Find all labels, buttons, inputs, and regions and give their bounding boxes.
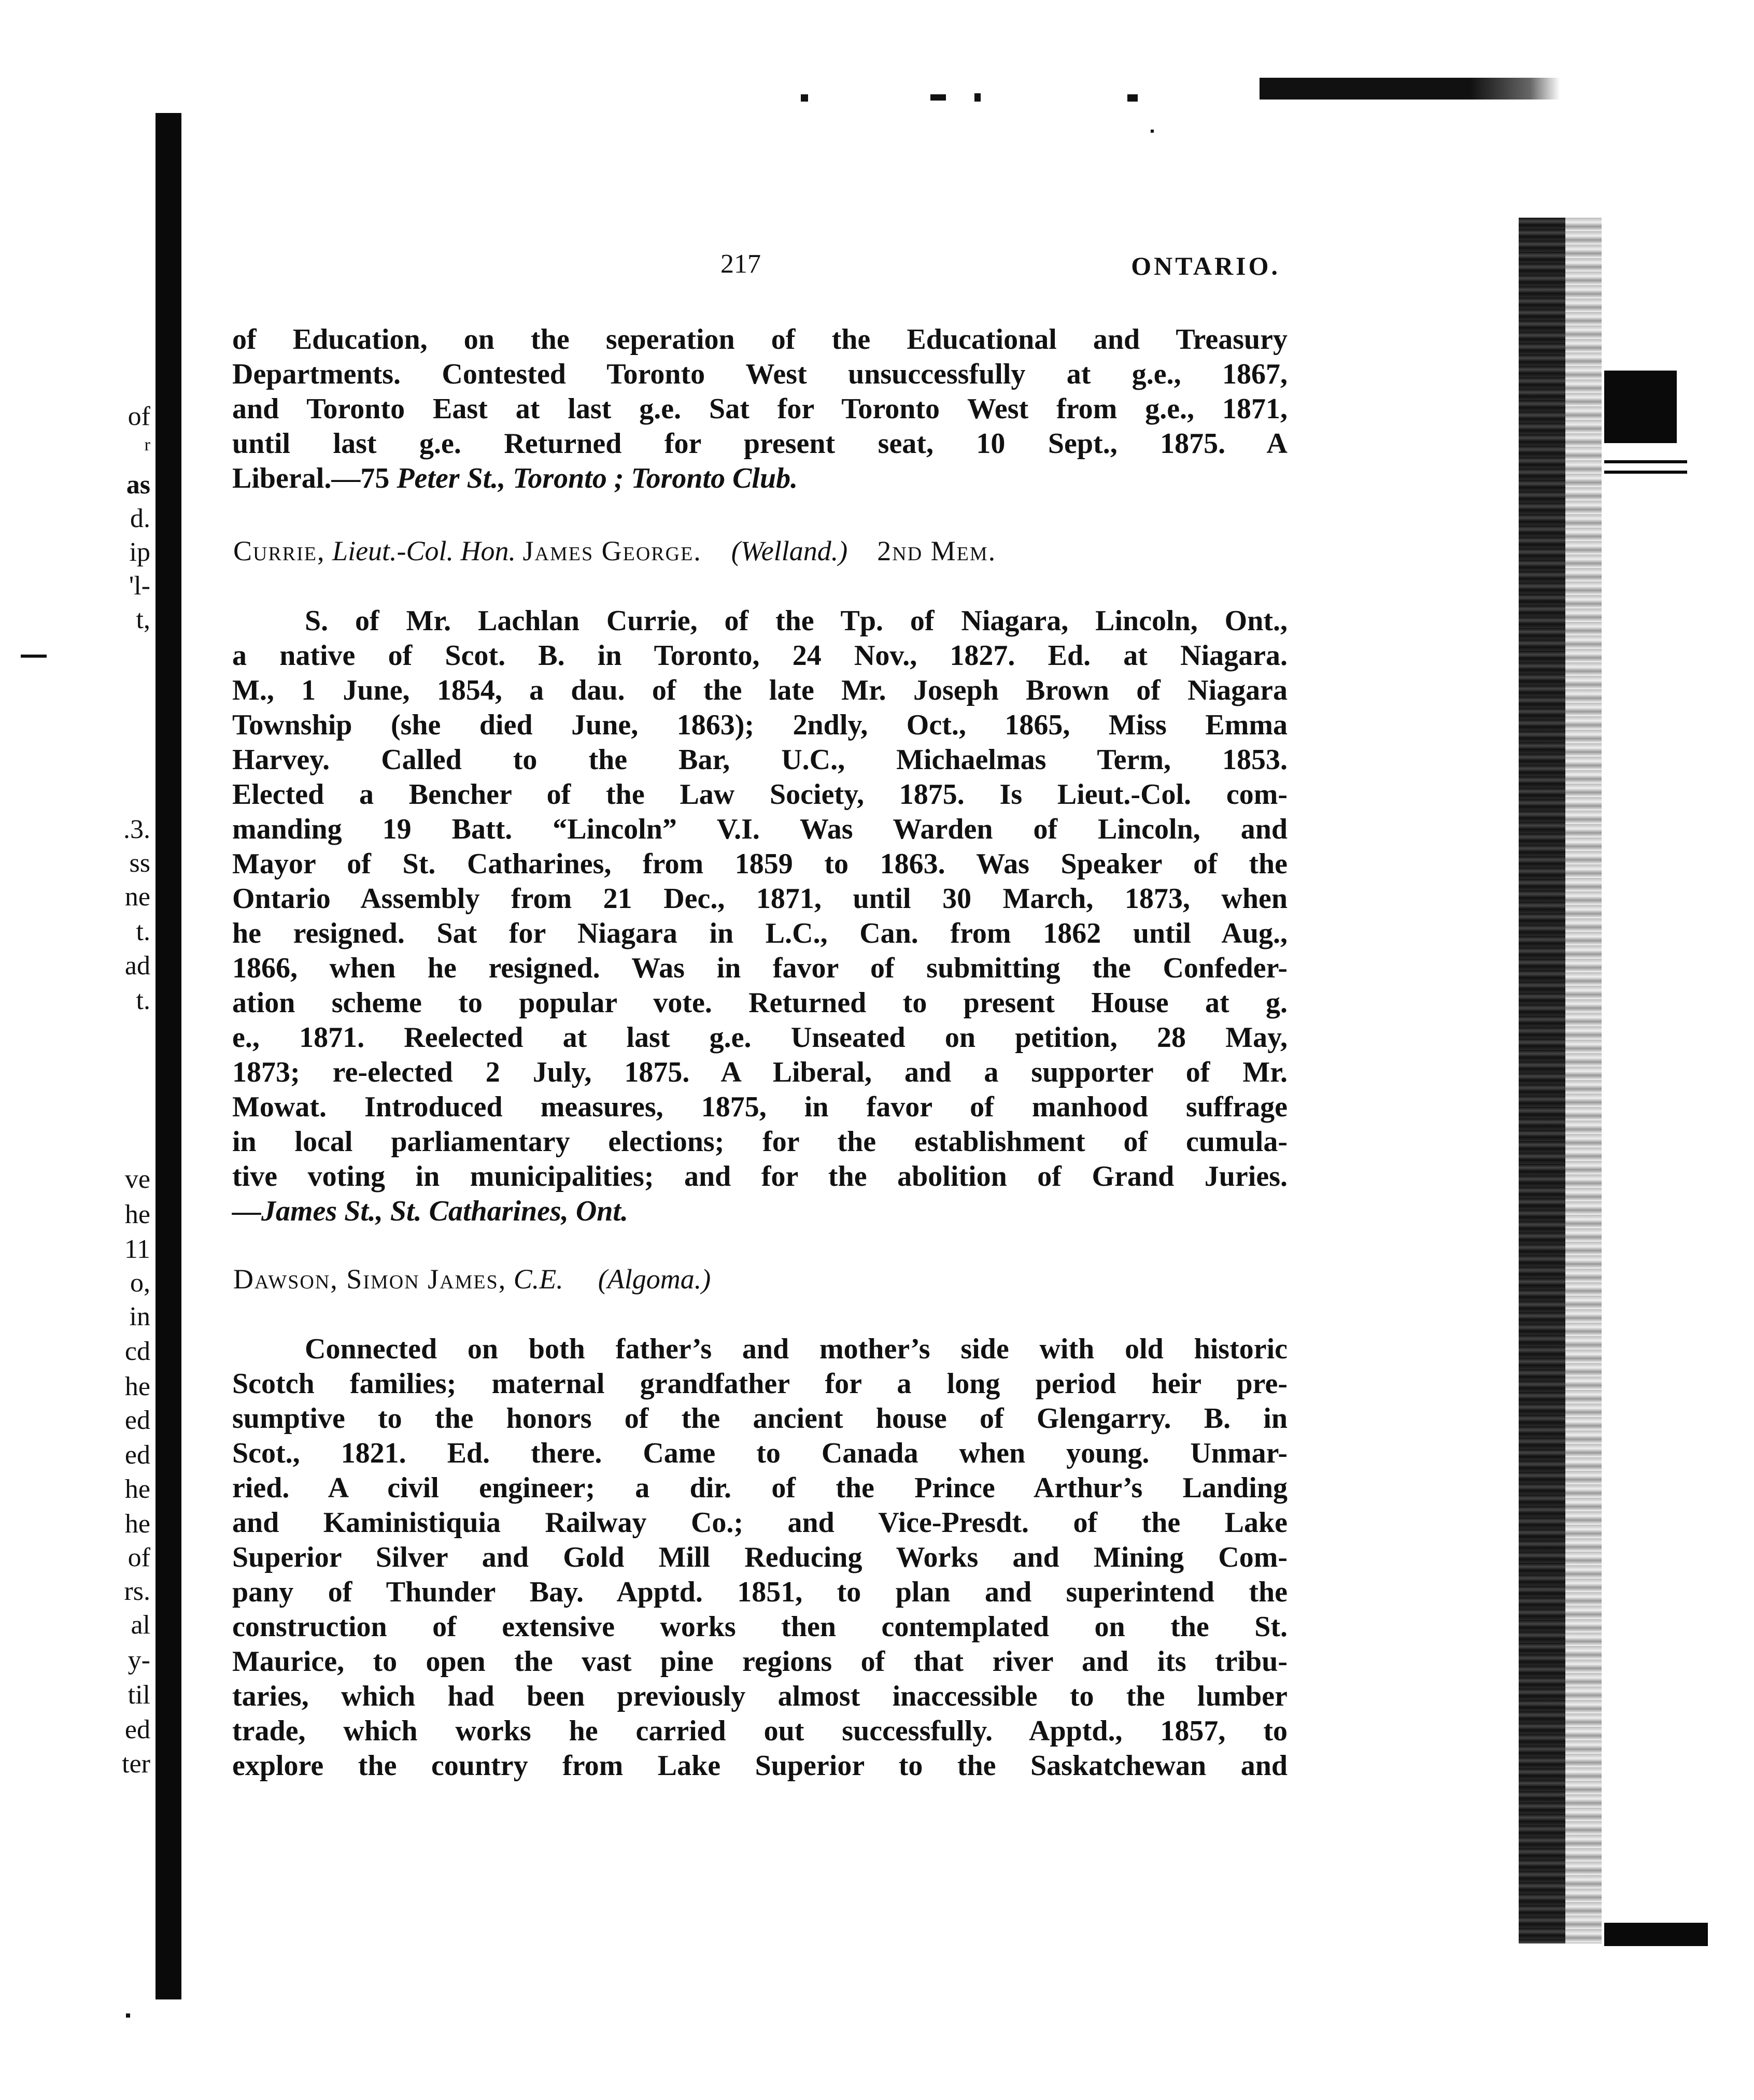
entry-body-dawson bbox=[232, 1332, 1288, 1783]
margin-fragment: ne bbox=[124, 882, 150, 912]
text-line: Elected a Bencher of the Law Society, 1875. Is Lieut.-Col. com- bbox=[232, 778, 1288, 811]
margin-fragment: of bbox=[128, 402, 150, 431]
text-line: e., 1871. Reelected at last g.e. Unseated on petition, 28 May, bbox=[232, 1021, 1288, 1054]
text-line: 1873; re-elected 2 July, 1875. A Liberal, and a supporter of Mr. bbox=[232, 1056, 1288, 1088]
text-line: sumptive to the honors of the ancient house of Glengarry. B. in bbox=[232, 1402, 1288, 1435]
margin-fragment: d. bbox=[130, 504, 150, 533]
edge-black-foot bbox=[1604, 1923, 1708, 1946]
page-number: 217 bbox=[720, 249, 761, 279]
entry-body-currie bbox=[232, 604, 1288, 1229]
section-title: ONTARIO. bbox=[1131, 251, 1280, 280]
entry-heading-currie bbox=[233, 534, 996, 569]
margin-fragment: .3. bbox=[123, 815, 150, 844]
margin-fragment: ve bbox=[124, 1165, 150, 1194]
text-line: Scotch families; maternal grandfather for a long period heir pre- bbox=[232, 1368, 1288, 1400]
text-line: pany of Thunder Bay. Apptd. 1851, to plan and superintend the bbox=[232, 1576, 1288, 1608]
margin-fragment: as bbox=[126, 470, 150, 500]
margin-fragment: ed bbox=[124, 1406, 150, 1435]
entry-surname: Currie, bbox=[233, 535, 326, 566]
text-line: Harvey. Called to the Bar, U.C., Michaelmas Term, 1853. bbox=[232, 744, 1288, 776]
text-line: taries, which had been previously almost inaccessible to the lumber bbox=[232, 1680, 1288, 1712]
text-line: ation scheme to popular vote. Returned to present House at g. bbox=[232, 987, 1288, 1019]
text-line: 1866, when he resigned. Was in favor of submitting the Confeder- bbox=[232, 952, 1288, 984]
text-line: Superior Silver and Gold Mill Reducing Works and Mining Com- bbox=[232, 1541, 1288, 1573]
entry-constituency: (Welland.) bbox=[731, 535, 848, 566]
entry-heading-dawson bbox=[233, 1262, 711, 1297]
margin-fragment: t. bbox=[136, 917, 150, 946]
margin-fragment: 11 bbox=[124, 1235, 150, 1264]
text-run: Liberal.—75 bbox=[232, 462, 397, 494]
margin-fragment: ad bbox=[124, 951, 150, 981]
address-italic: Peter St., Toronto ; Toronto Club. bbox=[397, 462, 798, 494]
page-edge-shadow bbox=[1519, 218, 1565, 1943]
facing-page-fragments bbox=[0, 0, 150, 2100]
continued-paragraph bbox=[232, 322, 1288, 496]
margin-fragment: cd bbox=[124, 1337, 150, 1366]
entry-credential: C.E. bbox=[513, 1264, 563, 1295]
margin-fragment: ss bbox=[129, 848, 150, 878]
text-line: S. of Mr. Lachlan Currie, of the Tp. of Niagara, Lincoln, Ont., bbox=[305, 605, 1288, 637]
text-line: Maurice, to open the vast pine regions of that river and its tribu- bbox=[232, 1645, 1288, 1678]
margin-fragment: ed bbox=[124, 1440, 150, 1470]
margin-fragment: t. bbox=[136, 986, 150, 1015]
text-line: explore the country from Lake Superior to the Saskatchewan and bbox=[232, 1750, 1288, 1782]
entry-name: Dawson, Simon James, bbox=[233, 1264, 507, 1295]
margin-fragment: r bbox=[144, 435, 150, 455]
margin-fragment: 'l- bbox=[129, 571, 150, 601]
text-line: trade, which works he carried out successfully. Apptd., 1857, to bbox=[232, 1715, 1288, 1747]
margin-fragment: of bbox=[128, 1543, 150, 1572]
margin-fragment: he bbox=[124, 1509, 150, 1539]
margin-fragment: in bbox=[129, 1302, 150, 1331]
text-line: and Kaministiquia Railway Co.; and Vice-Presdt. of the Lake bbox=[232, 1507, 1288, 1539]
text-line: in local parliamentary elections; for the establishment of cumula- bbox=[232, 1126, 1288, 1158]
margin-fragment: o, bbox=[130, 1268, 150, 1298]
text-line: Township (she died June, 1863); 2ndly, Oct., 1865, Miss Emma bbox=[232, 709, 1288, 741]
margin-fragment: y- bbox=[128, 1645, 150, 1675]
scan-speck bbox=[1127, 94, 1138, 102]
margin-fragment: ip bbox=[129, 537, 150, 567]
text-line: M., 1 June, 1854, a dau. of the late Mr. Joseph Brown of Niagara bbox=[232, 674, 1288, 706]
text-line: until last g.e. Returned for present seat, 10 Sept., 1875. A bbox=[232, 428, 1288, 460]
entry-address: —James St., St. Catharines, Ont. bbox=[232, 1195, 628, 1227]
text-line: manding 19 Batt. “Lincoln” V.I. Was Warden of Lincoln, and bbox=[232, 813, 1288, 845]
edge-black-block bbox=[1604, 371, 1677, 443]
entry-member: 2nd Mem. bbox=[877, 535, 997, 566]
text-line: construction of extensive works then contemplated on the St. bbox=[232, 1611, 1288, 1643]
text-line: of Education, on the seperation of the Educational and Treasury bbox=[232, 323, 1288, 356]
scan-speck bbox=[1151, 130, 1154, 133]
edge-rule bbox=[1604, 471, 1687, 474]
text-line: Mayor of St. Catharines, from 1859 to 1863. Was Speaker of the bbox=[232, 848, 1288, 880]
scan-speck bbox=[801, 94, 808, 102]
margin-fragment: rs. bbox=[124, 1577, 150, 1606]
text-line: Mowat. Introduced measures, 1875, in favor of manhood suffrage bbox=[232, 1091, 1288, 1123]
text-line: ried. A civil engineer; a dir. of the Prince Arthur’s Landing bbox=[232, 1472, 1288, 1504]
scan-speck bbox=[974, 93, 981, 102]
text-line: a native of Scot. B. in Toronto, 24 Nov., 1827. Ed. at Niagara. bbox=[232, 640, 1288, 672]
top-scan-smudge bbox=[1260, 78, 1560, 100]
page-edge-texture bbox=[1565, 218, 1602, 1943]
margin-fragment: ed bbox=[124, 1715, 150, 1744]
entry-title: Lieut.-Col. Hon. bbox=[332, 535, 516, 566]
margin-fragment: t, bbox=[136, 605, 150, 634]
edge-rule bbox=[1604, 460, 1687, 463]
text-line: Scot., 1821. Ed. there. Came to Canada when young. Unmar- bbox=[232, 1437, 1288, 1469]
text-line: Connected on both father’s and mother’s side with old historic bbox=[305, 1333, 1288, 1365]
entry-given-names: James George. bbox=[522, 535, 702, 566]
margin-fragment: he bbox=[124, 1372, 150, 1401]
margin-fragment: ter bbox=[122, 1749, 150, 1779]
text-line bbox=[232, 461, 1288, 496]
margin-fragment: he bbox=[124, 1474, 150, 1504]
text-line: he resigned. Sat for Niagara in L.C., Can. from 1862 until Aug., bbox=[232, 917, 1288, 949]
binding-shadow bbox=[155, 113, 181, 1999]
margin-fragment: al bbox=[131, 1610, 150, 1640]
margin-fragment: til bbox=[128, 1680, 150, 1710]
scan-speck bbox=[930, 94, 946, 101]
margin-fragment: he bbox=[124, 1200, 150, 1229]
text-line: Departments. Contested Toronto West unsuccessfully at g.e., 1867, bbox=[232, 358, 1288, 390]
text-line: tive voting in municipalities; and for the abolition of Grand Juries. bbox=[232, 1160, 1288, 1193]
entry-constituency: (Algoma.) bbox=[598, 1264, 711, 1295]
running-header bbox=[228, 249, 1280, 285]
text-line: Ontario Assembly from 21 Dec., 1871, until 30 March, 1873, when bbox=[232, 883, 1288, 915]
margin-dash bbox=[21, 655, 47, 658]
text-line: and Toronto East at last g.e. Sat for Toronto West from g.e., 1871, bbox=[232, 393, 1288, 425]
